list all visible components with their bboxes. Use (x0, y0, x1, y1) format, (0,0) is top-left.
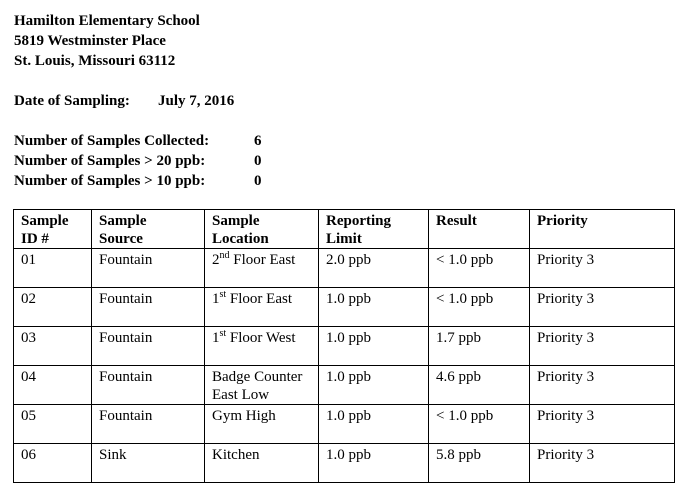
cell-reporting-limit: 1.0 ppb (319, 288, 429, 327)
count-value: 0 (254, 173, 262, 189)
sample-counts (14, 131, 262, 191)
cell-sample-id: 02 (14, 288, 92, 327)
cell-reporting-limit: 1.0 ppb (319, 444, 429, 483)
school-header (14, 11, 200, 71)
header-reporting-limit: Reporting Limit (319, 210, 429, 249)
cell-sample-source: Fountain (92, 288, 205, 327)
cell-reporting-limit: 1.0 ppb (319, 405, 429, 444)
cell-sample-id: 06 (14, 444, 92, 483)
cell-priority: Priority 3 (530, 249, 675, 288)
table-row (14, 405, 675, 444)
count-label: Number of Samples > 10 ppb: (14, 173, 206, 189)
cell-sample-location: Gym High (205, 405, 319, 444)
table-row (14, 249, 675, 288)
school-address-line2: St. Louis, Missouri 63112 (14, 53, 176, 69)
cell-result: 1.7 ppb (429, 327, 530, 366)
cell-result: < 1.0 ppb (429, 288, 530, 327)
header-sample-location: Sample Location (205, 210, 319, 249)
table-header-row (14, 210, 675, 249)
cell-sample-id: 03 (14, 327, 92, 366)
cell-sample-location: Badge Counter East Low (205, 366, 319, 405)
header-sample-source: Sample Source (92, 210, 205, 249)
sampling-date-line (14, 91, 235, 111)
cell-priority: Priority 3 (530, 405, 675, 444)
cell-sample-location: 2nd Floor East (205, 249, 319, 288)
cell-reporting-limit: 1.0 ppb (319, 327, 429, 366)
cell-sample-source: Fountain (92, 405, 205, 444)
table-row (14, 288, 675, 327)
cell-priority: Priority 3 (530, 366, 675, 405)
cell-result: < 1.0 ppb (429, 405, 530, 444)
sampling-date-label: Date of Sampling: (14, 93, 130, 109)
cell-reporting-limit: 2.0 ppb (319, 249, 429, 288)
cell-sample-source: Fountain (92, 249, 205, 288)
sampling-date-value: July 7, 2016 (158, 93, 235, 109)
school-name: Hamilton Elementary School (14, 13, 200, 29)
cell-sample-id: 04 (14, 366, 92, 405)
cell-sample-id: 01 (14, 249, 92, 288)
count-value: 6 (254, 133, 262, 149)
cell-result: < 1.0 ppb (429, 249, 530, 288)
table-row (14, 444, 675, 483)
cell-reporting-limit: 1.0 ppb (319, 366, 429, 405)
cell-result: 4.6 ppb (429, 366, 530, 405)
table-row (14, 327, 675, 366)
header-result: Result (429, 210, 530, 249)
cell-priority: Priority 3 (530, 444, 675, 483)
cell-priority: Priority 3 (530, 327, 675, 366)
cell-result: 5.8 ppb (429, 444, 530, 483)
cell-sample-source: Sink (92, 444, 205, 483)
header-sample-id: Sample ID # (14, 210, 92, 249)
count-label: Number of Samples Collected: (14, 133, 210, 149)
cell-sample-location: 1st Floor West (205, 327, 319, 366)
count-value: 0 (254, 153, 262, 169)
cell-sample-source: Fountain (92, 366, 205, 405)
table-row (14, 366, 675, 405)
count-row (14, 171, 262, 191)
samples-table (13, 209, 675, 483)
cell-priority: Priority 3 (530, 288, 675, 327)
count-row (14, 131, 262, 151)
header-priority: Priority (530, 210, 675, 249)
count-label: Number of Samples > 20 ppb: (14, 153, 206, 169)
count-row (14, 151, 262, 171)
cell-sample-location: Kitchen (205, 444, 319, 483)
cell-sample-location: 1st Floor East (205, 288, 319, 327)
cell-sample-id: 05 (14, 405, 92, 444)
cell-sample-source: Fountain (92, 327, 205, 366)
school-address-line1: 5819 Westminster Place (14, 33, 166, 49)
